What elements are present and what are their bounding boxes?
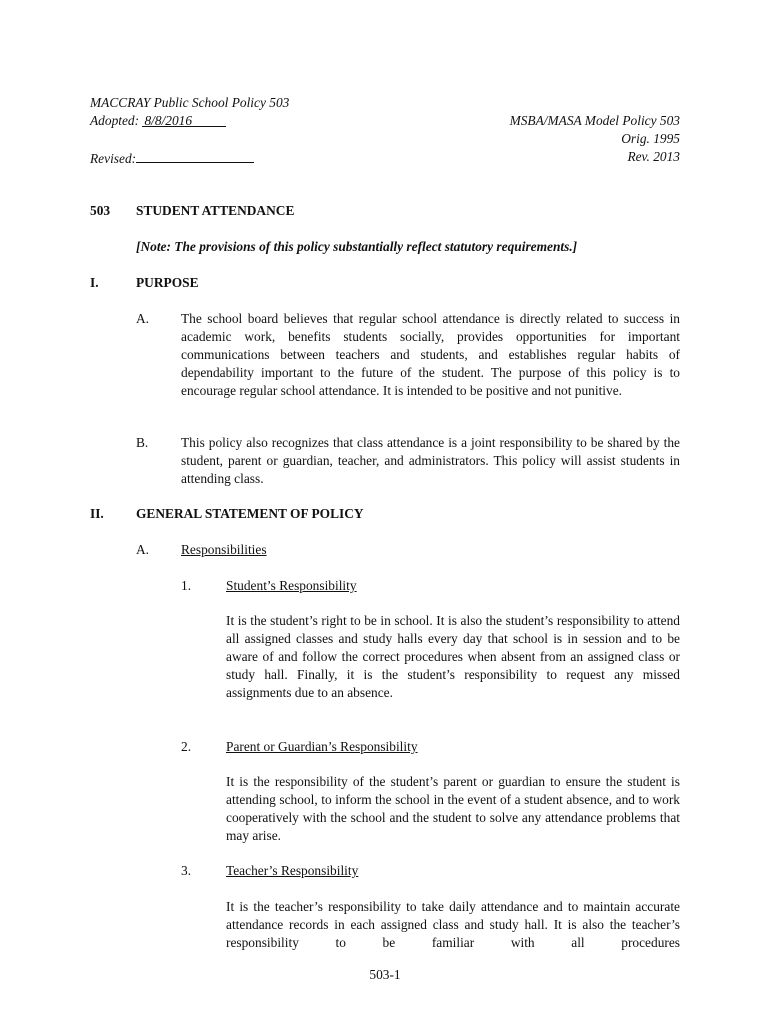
section-numeral: II.: [90, 506, 104, 521]
policy-note: [Note: The provisions of this policy substantially reflect statutory requirements.]: [136, 239, 578, 254]
item-label: 2.: [181, 739, 192, 754]
adopted-line: [90, 112, 226, 130]
parent-responsibility-text: It is the responsibility of the student’s parent or guardian to ensure the student is attending school, to inform the school in the event of a student absence, and to work cooperatively with the school and the student to solve any attendance problems that may arise.: [226, 774, 680, 843]
original-date: Orig. 1995: [621, 131, 680, 146]
model-policy-label: MSBA/MASA Model Policy 503: [509, 113, 680, 128]
revised-line: [90, 148, 254, 168]
section-heading: PURPOSE: [136, 275, 199, 290]
section-heading: GENERAL STATEMENT OF POLICY: [136, 506, 364, 521]
purpose-paragraph-a: The school board believes that regular school attendance is directly related to success in academic work, benefits students socially, provides opportunities for important communications between teachers and students, and establishes regular habits of dependability important to the future of the student. The purpose of this policy is to encourage regular school attendance. It is intended to be positive and not punitive.: [181, 311, 680, 398]
policy-number: 503: [90, 203, 111, 218]
section-numeral: I.: [90, 275, 99, 290]
item-label: A.: [136, 311, 150, 326]
teacher-responsibility-heading: Teacher’s Responsibility: [226, 863, 359, 878]
policy-title: STUDENT ATTENDANCE: [136, 203, 295, 218]
parent-responsibility-heading: Parent or Guardian’s Responsibility: [226, 739, 418, 754]
item-label: 1.: [181, 578, 192, 593]
revision-date: Rev. 2013: [627, 149, 680, 164]
purpose-paragraph-b: This policy also recognizes that class attendance is a joint responsibility to be shared by the student, parent or guardian, teacher, and administrators. This policy will assist students in attending class.: [181, 435, 680, 486]
student-responsibility-heading: Student’s Responsibility: [226, 578, 357, 593]
teacher-responsibility-text: It is the teacher’s responsibility to take daily attendance and to maintain accurate attendance records in each assigned class and study hall. It is also the teacher’s responsibility to be familiar with all procedures: [226, 899, 680, 950]
item-label: 3.: [181, 863, 192, 878]
item-label: A.: [136, 542, 150, 557]
adopted-label: Adopted:: [90, 113, 140, 128]
item-label: B.: [136, 435, 149, 450]
adopted-date: 8/8/2016: [142, 112, 226, 127]
school-policy-label: MACCRAY Public School Policy 503: [90, 95, 290, 110]
revised-date: [136, 148, 254, 163]
student-responsibility-text: It is the student’s right to be in school. It is also the student’s responsibility to attend all assigned classes and study halls every day that school is in session and to be aware of and follow the correct procedures when absent from an assigned class or study hall. Finally, it is the student’s responsibility to request any missed assignments due to an absence.: [226, 613, 680, 700]
page-number: 503-1: [369, 967, 401, 982]
revised-label: Revised:: [90, 151, 137, 166]
responsibilities-heading: Responsibilities: [181, 542, 267, 557]
